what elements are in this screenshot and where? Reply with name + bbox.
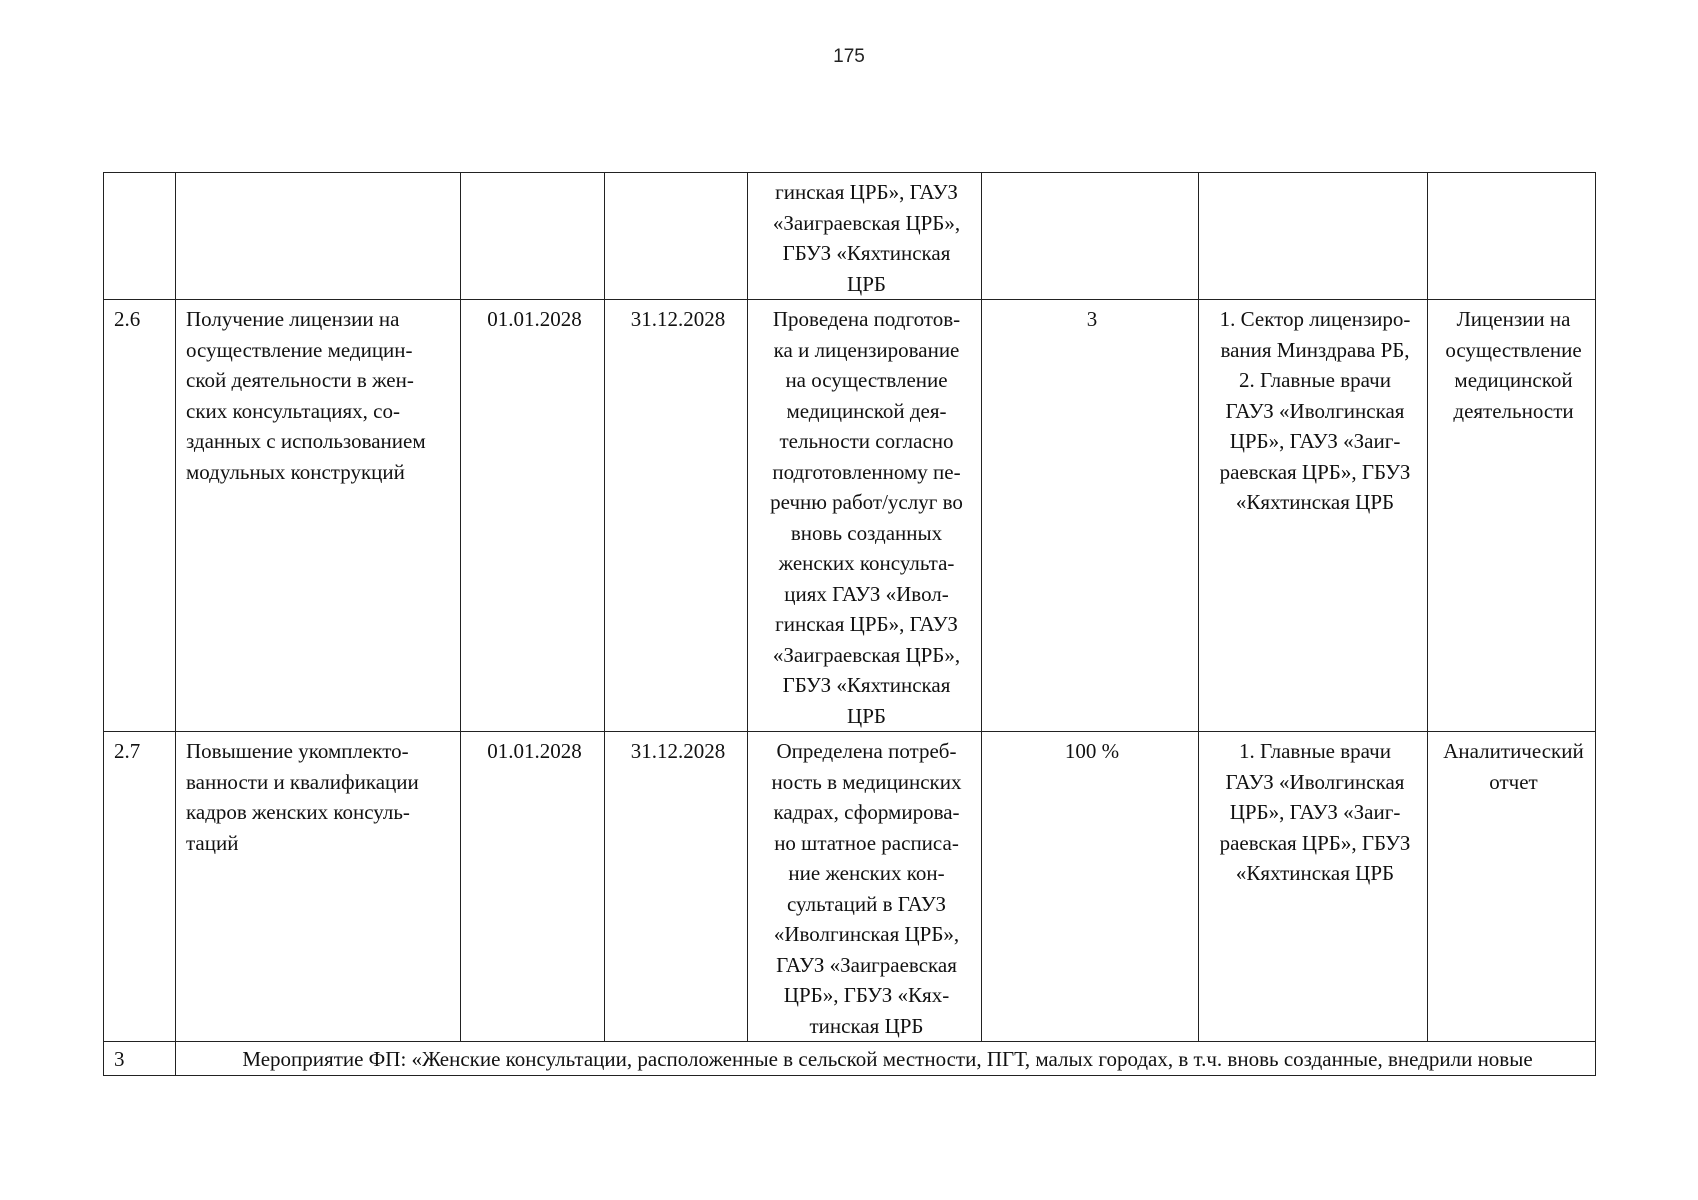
text-line: модульных конструкций [186,459,405,484]
text-line: осуществление медицин- [186,337,413,362]
activity-table [103,172,1596,1076]
cell-num: 2.7 [104,732,176,1042]
cell-name [176,300,461,732]
text-line: вания Минздрава РБ, [1220,337,1410,362]
text-line: Повышение укомплекто- [186,739,409,763]
text-line: медицинской дея- [786,398,947,423]
text-line: осуществление [1445,337,1582,362]
text-line: вновь созданных [790,520,943,545]
text-line: таций [186,830,239,855]
text-line: ских консультациях, со- [186,398,400,423]
text-line: гинская ЦРБ», ГАУЗ [775,180,958,204]
text-line: 2. Главные врачи [1239,368,1391,392]
text-line: Проведена подготов- [772,307,961,331]
text-line: подготовленному пе- [772,459,961,484]
text-line: тинская ЦРБ [809,1013,924,1038]
table-row [104,732,1596,1042]
page-number: 175 [833,46,865,67]
text-line: ЦРБ [847,703,886,728]
text-line: «Заиграевская ЦРБ», [772,210,961,235]
cell-result [748,173,982,300]
text-line: раевская ЦРБ», ГБУЗ [1219,830,1411,855]
text-line: на осуществление [785,368,948,392]
cell-end: 31.12.2028 [605,732,748,1042]
text-line: медицинской [1454,368,1573,392]
text-line: речню работ/услуг во [770,490,963,514]
text-line: кадров женских консуль- [186,800,410,824]
text-line: тельности согласно [779,429,954,453]
cell-result [748,300,982,732]
section-title: Мероприятие ФП: «Женские консультации, расположенные в сельской местности, ПГТ, малых городах, в т.ч. вновь созданные, внедрили новые [176,1042,1596,1076]
text-line: гинская ЦРБ», ГАУЗ [775,612,958,636]
section-row [104,1042,1596,1076]
text-line: ГАУЗ «Заиграевская [776,952,957,977]
cell-result [748,732,982,1042]
cell-responsible [1199,732,1428,1042]
cell-start: 01.01.2028 [461,732,605,1042]
cell-document [1428,173,1596,300]
text-line: ЦРБ», ГАУЗ «Заиг- [1229,429,1401,453]
cell-name [176,173,461,300]
text-line: ГАУЗ «Иволгинская [1225,769,1405,794]
text-line: раевская ЦРБ», ГБУЗ [1219,459,1411,484]
table-row [104,300,1596,732]
cell-start: 01.01.2028 [461,300,605,732]
cell-indicator [982,173,1199,300]
text-line: 1. Сектор лицензиро- [1219,307,1411,331]
cell-start [461,173,605,300]
text-line: но штатное расписа- [774,830,959,855]
cell-document [1428,732,1596,1042]
text-line: Определена потреб- [776,739,957,763]
text-line: ЦРБ», ГАУЗ «Заиг- [1229,800,1401,824]
cell-end: 31.12.2028 [605,300,748,732]
cell-num: 2.6 [104,300,176,732]
text-line: зданных с использованием [186,429,426,453]
text-line: ность в медицинских [771,769,962,794]
cell-responsible [1199,300,1428,732]
text-line: «Заиграевская ЦРБ», [772,642,961,667]
text-line: циях ГАУЗ «Ивол- [784,581,949,606]
cell-indicator: 3 [982,300,1199,732]
cell-indicator: 100 % [982,732,1199,1042]
text-line: деятельности [1453,398,1574,423]
text-line: ГАУЗ «Иволгинская [1225,398,1405,423]
text-line: ка и лицензирование [773,337,960,362]
cell-name [176,732,461,1042]
text-line: сультаций в ГАУЗ [786,891,947,916]
continuation-row [104,173,1596,300]
text-line: ЦРБ [847,271,886,296]
text-line: Аналитический [1443,739,1584,763]
text-line: ГБУЗ «Кяхтинская [782,241,951,265]
text-line: ние женских кон- [788,861,945,885]
cell-end [605,173,748,300]
text-line: ванности и квалификации [186,769,419,794]
text-line: «Кяхтинская ЦРБ [1235,490,1395,514]
text-line: отчет [1489,769,1538,794]
cell-num: 3 [104,1042,176,1076]
text-line: Лицензии на [1456,307,1571,331]
text-line: ской деятельности в жен- [186,368,414,392]
text-line: 1. Главные врачи [1239,739,1391,763]
text-line: ГБУЗ «Кяхтинская [782,673,951,697]
text-line: Получение лицензии на [186,307,400,331]
cell-num [104,173,176,300]
text-line: ЦРБ», ГБУЗ «Кях- [783,983,950,1007]
cell-document [1428,300,1596,732]
text-line: «Иволгинская ЦРБ», [773,922,960,946]
text-line: женских консульта- [778,551,955,575]
cell-responsible [1199,173,1428,300]
text-line: кадрах, сформирова- [773,800,960,824]
text-line: «Кяхтинская ЦРБ [1235,861,1395,885]
